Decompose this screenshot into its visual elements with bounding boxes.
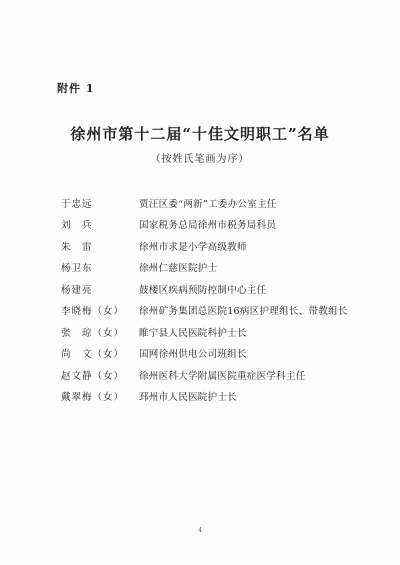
honoree-name: 刘 兵 [61, 220, 93, 232]
honoree-list [61, 192, 361, 407]
list-item [61, 386, 361, 408]
honoree-position: 徐州仁慈医院护士 [139, 263, 218, 275]
honoree-name: 尚 文（女） [61, 349, 125, 361]
honoree-position: 徐州市求是小学高级教师 [139, 241, 247, 253]
honoree-name: 朱 雷 [61, 241, 93, 253]
honoree-name: 赵文静（女） [61, 370, 125, 382]
list-item [61, 257, 361, 279]
honoree-position: 鼓楼区疾病预防控制中心主任 [139, 284, 267, 296]
list-item [61, 300, 361, 322]
honoree-position: 邳州市人民医院护士长 [139, 392, 238, 404]
honoree-name: 李晓梅（女） [61, 306, 125, 318]
page-title: 徐州市第十二届“十佳文明职工”名单 [70, 125, 330, 143]
honoree-position: 贾汪区委“两新”工委办公室主任 [139, 198, 277, 210]
honoree-name: 于忠远 [61, 198, 93, 210]
list-item [61, 321, 361, 343]
honoree-name: 张 琼（女） [61, 327, 125, 339]
page-number: 4 [198, 527, 202, 534]
list-item [61, 214, 361, 236]
list-item [61, 343, 361, 365]
honoree-name: 杨建亮 [61, 284, 93, 296]
honoree-position: 徐州矿务集团总医院16病区护理组长、带教组长 [139, 306, 348, 318]
list-item [61, 235, 361, 257]
honoree-position: 徐州医科大学附属医院重症医学科主任 [139, 370, 306, 382]
honoree-position: 睢宁县人民医院科护士长 [139, 327, 247, 339]
honoree-position: 国家税务总局徐州市税务局科员 [139, 220, 277, 232]
attachment-label: 附件 1 [57, 82, 95, 95]
honoree-name: 戴翠梅（女） [61, 392, 125, 404]
list-item [61, 278, 361, 300]
list-item [61, 192, 361, 214]
honoree-name: 杨卫东 [61, 263, 93, 275]
honoree-position: 国网徐州供电公司班组长 [139, 349, 247, 361]
page-subtitle: （按姓氏笔画为序） [150, 154, 250, 165]
list-item [61, 364, 361, 386]
